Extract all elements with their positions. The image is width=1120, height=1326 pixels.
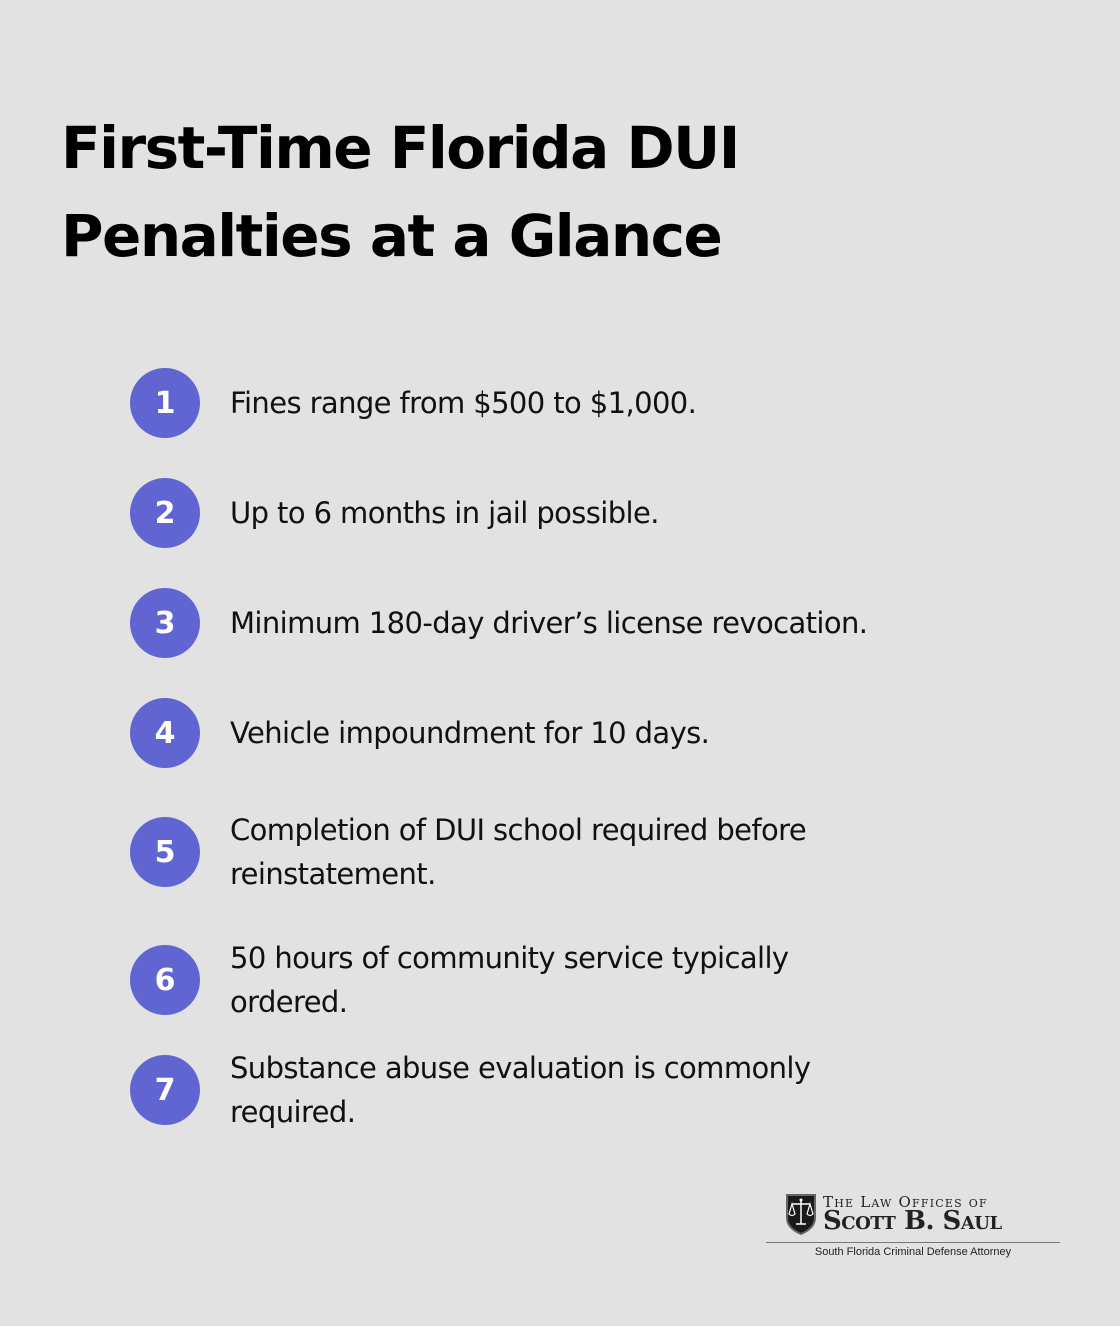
law-office-logo [766, 1190, 1060, 1262]
list-item [130, 808, 1030, 896]
item-text: 50 hours of community service typically ordered. [230, 941, 789, 1019]
list-item [130, 588, 1030, 658]
number-badge: 5 [130, 817, 200, 887]
list-item [130, 368, 1030, 438]
item-text: Up to 6 months in jail possible. [230, 496, 659, 530]
number-badge: 3 [130, 588, 200, 658]
item-text: Substance abuse evaluation is commonly required. [230, 1051, 811, 1129]
logo-tagline: South Florida Criminal Defense Attorney [814, 1246, 1012, 1258]
logo-line-1: The Law Offices of [823, 1193, 988, 1211]
list-item [130, 698, 1030, 768]
page-title: First-Time Florida DUI Penalties at a Glance [61, 114, 739, 270]
number-badge: 7 [130, 1055, 200, 1125]
number-badge: 4 [130, 698, 200, 768]
number-badge: 6 [130, 945, 200, 1015]
number-badge: 2 [130, 478, 200, 548]
list-item [130, 936, 1030, 1024]
item-text: Completion of DUI school required before reinstatement. [230, 813, 807, 891]
item-text: Fines range from $500 to $1,000. [230, 386, 697, 420]
item-text: Minimum 180-day driver’s license revocation. [230, 606, 868, 640]
number-badge: 1 [130, 368, 200, 438]
item-text: Vehicle impoundment for 10 days. [230, 716, 710, 750]
list-item [130, 1046, 1030, 1134]
logo-firm-name: Scott B. Saul [823, 1206, 1002, 1236]
scales-of-justice-shield-icon [784, 1192, 818, 1236]
logo-divider [766, 1242, 1060, 1243]
list-item [130, 478, 1030, 548]
